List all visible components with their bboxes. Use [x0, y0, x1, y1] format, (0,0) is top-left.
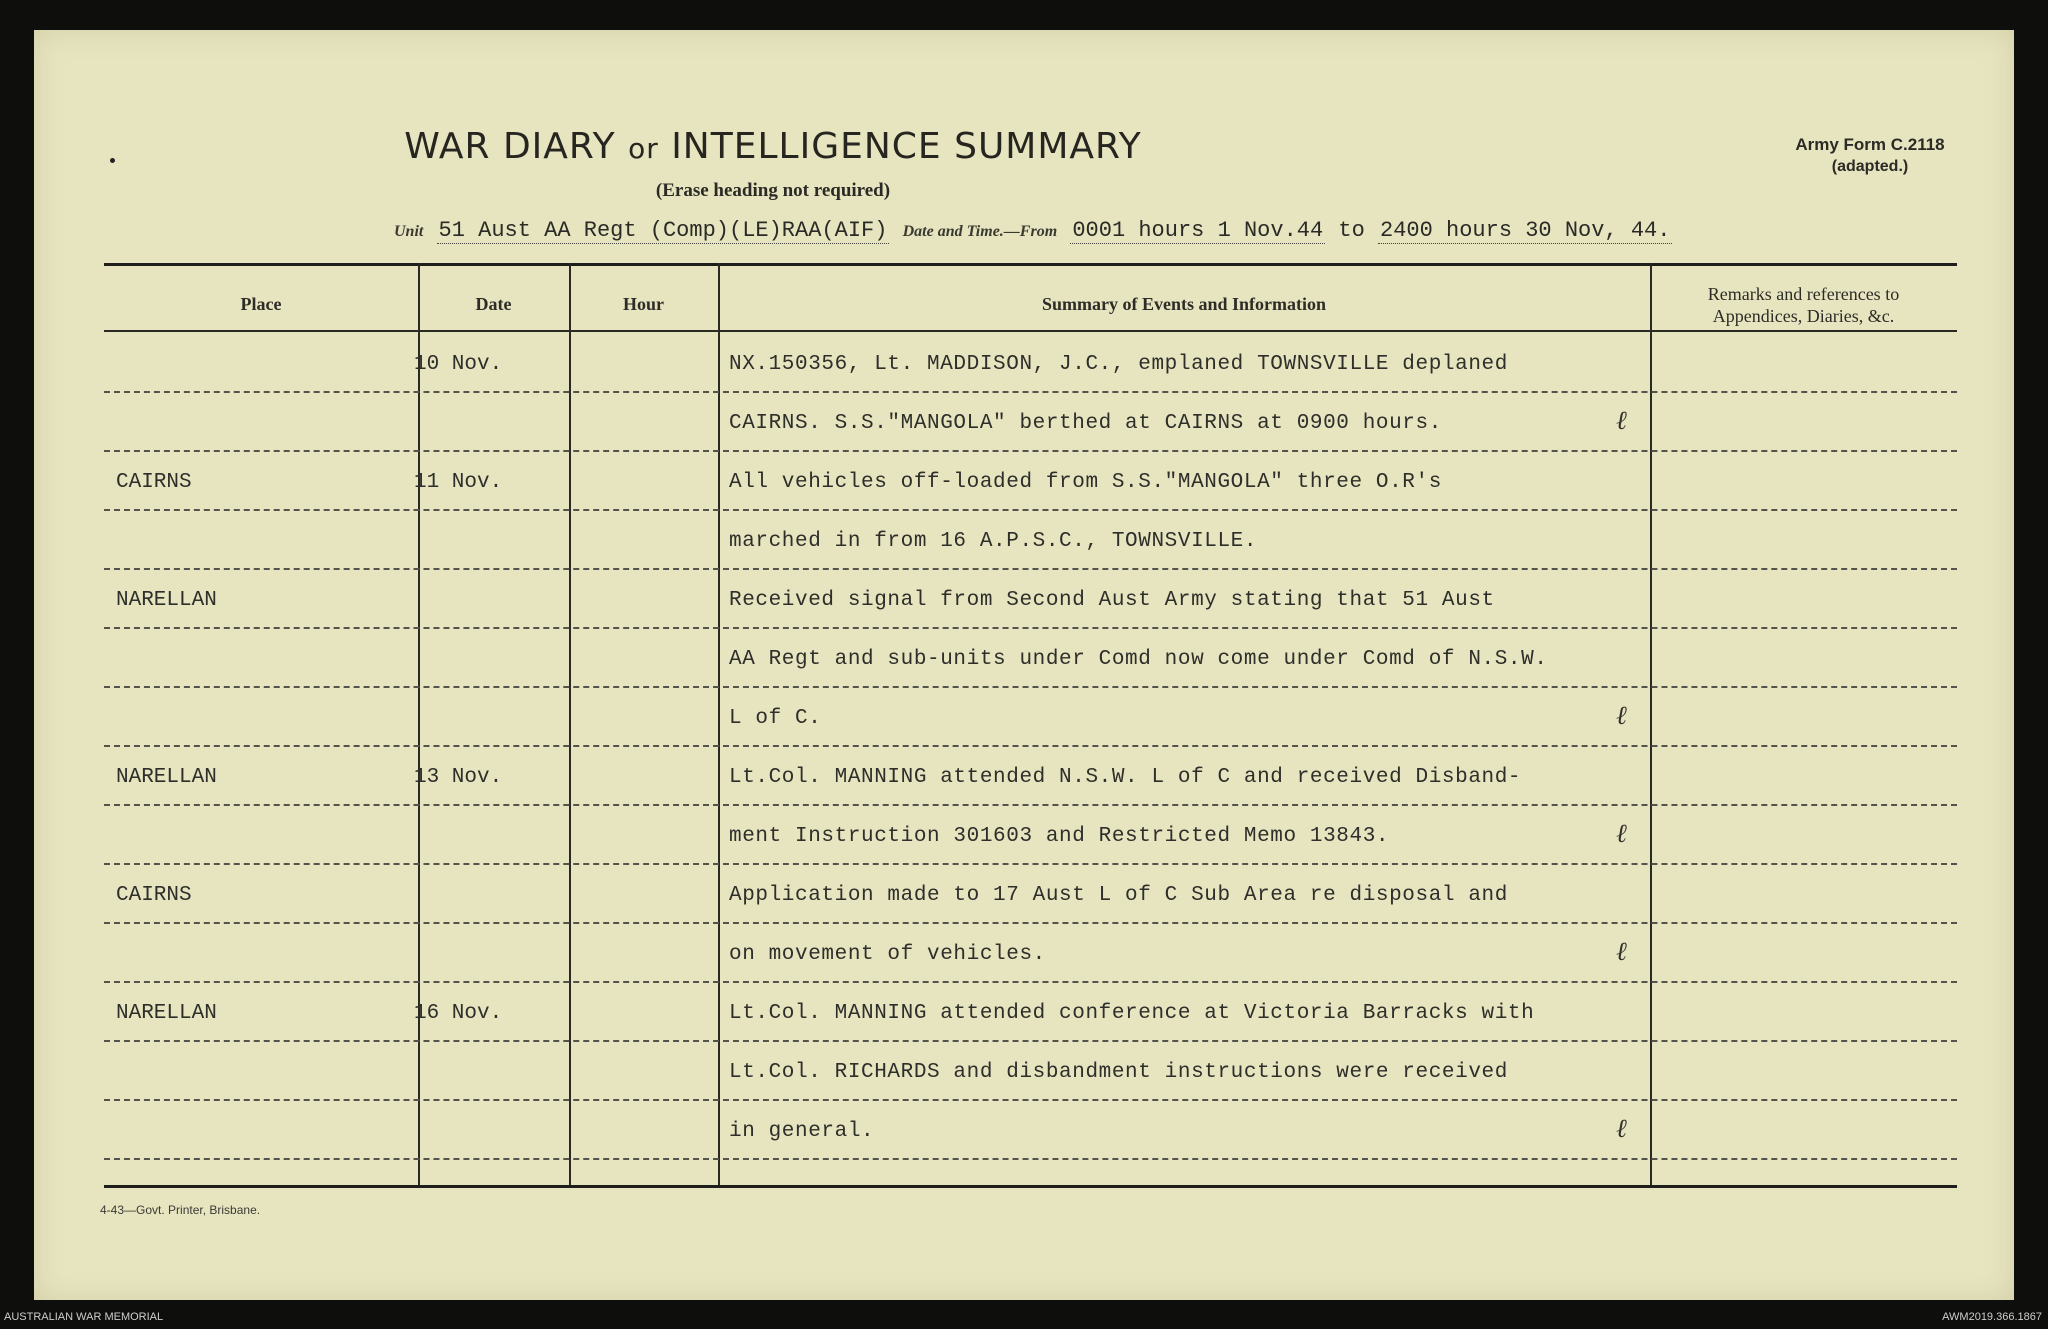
row-rule [104, 1040, 1957, 1042]
col-divider-date [569, 263, 571, 1188]
col-divider-hour [718, 263, 720, 1188]
row-summary: AA Regt and sub-units under Comd now come under Comd of N.S.W. [729, 648, 1548, 671]
header-bottom-rule [104, 330, 1957, 332]
datetime-label: Date and Time.—From [902, 223, 1058, 240]
header-remarks-line1: Remarks and references to [1707, 284, 1900, 304]
to-label: to [1338, 218, 1365, 243]
header-place: Place [240, 294, 282, 314]
row-rule [104, 391, 1957, 393]
row-summary: on movement of vehicles. [729, 943, 1046, 966]
row-summary: NX.150356, Lt. MADDISON, J.C., emplaned TOWNSVILLE deplaned [729, 353, 1508, 376]
col-divider-place [418, 263, 420, 1188]
unit-line [394, 218, 1854, 243]
row-place: NARELLAN [116, 766, 217, 789]
row-rule [104, 863, 1957, 865]
row-summary: Lt.Col. MANNING attended conference at Victoria Barracks with [729, 1002, 1535, 1025]
row-initial-mark: ℓ [1616, 701, 1627, 731]
footer-right: AWM2019.366.1867 [1942, 1311, 2042, 1323]
row-summary: Lt.Col. RICHARDS and disbandment instructions were received [729, 1061, 1508, 1084]
form-title [34, 126, 1512, 167]
row-rule [104, 804, 1957, 806]
row-rule [104, 450, 1957, 452]
row-rule [104, 627, 1957, 629]
row-summary: in general. [729, 1120, 875, 1143]
row-rule [104, 1099, 1957, 1101]
header-remarks [1650, 283, 1957, 327]
row-summary: Received signal from Second Aust Army stating that 51 Aust [729, 589, 1495, 612]
row-date: 11 Nov. [414, 471, 503, 494]
unit-label: Unit [394, 223, 424, 240]
row-summary: ment Instruction 301603 and Restricted Memo 13843. [729, 825, 1390, 848]
header-remarks-line2: Appendices, Diaries, &c. [1712, 306, 1895, 326]
header-summary: Summary of Events and Information [1041, 294, 1327, 314]
adapted-note: (adapted.) [1831, 158, 1909, 175]
printer-note: 4-43—Govt. Printer, Brisbane. [100, 1203, 261, 1217]
row-date: 16 Nov. [414, 1002, 503, 1025]
army-form-number [1760, 134, 1980, 178]
unit-value: 51 Aust AA Regt (Comp)(LE)RAA(AIF) [438, 218, 888, 243]
row-place: NARELLAN [116, 1002, 217, 1025]
title-intelligence-summary: INTELLIGENCE SUMMARY [671, 126, 1142, 167]
row-summary: CAIRNS. S.S."MANGOLA" berthed at CAIRNS at 0900 hours. [729, 412, 1442, 435]
row-rule [104, 568, 1957, 570]
row-initial-mark: ℓ [1616, 406, 1627, 436]
row-rule [104, 1158, 1957, 1160]
row-summary: Lt.Col. MANNING attended N.S.W. L of C and received Disband- [729, 766, 1522, 789]
row-initial-mark: ℓ [1616, 1114, 1627, 1144]
row-place: NARELLAN [116, 589, 217, 612]
row-summary: marched in from 16 A.P.S.C., TOWNSVILLE. [729, 530, 1258, 553]
col-divider-summary [1650, 263, 1652, 1188]
table-top-rule [104, 263, 1957, 266]
row-date: 13 Nov. [414, 766, 503, 789]
row-rule [104, 981, 1957, 983]
header-hour: Hour [622, 294, 664, 314]
row-date: 10 Nov. [414, 353, 503, 376]
war-diary-sheet [34, 30, 2014, 1300]
footer-left: AUSTRALIAN WAR MEMORIAL [4, 1311, 164, 1323]
form-subtitle: (Erase heading not required) [655, 180, 891, 201]
row-initial-mark: ℓ [1616, 819, 1627, 849]
row-rule [104, 922, 1957, 924]
row-summary: L of C. [729, 707, 822, 730]
row-place: CAIRNS [116, 884, 192, 907]
row-initial-mark: ℓ [1616, 937, 1627, 967]
to-value: 2400 hours 30 Nov, 44. [1380, 218, 1671, 243]
title-war-diary: WAR DIARY [404, 126, 616, 167]
row-rule [104, 509, 1957, 511]
row-place: CAIRNS [116, 471, 192, 494]
row-rule [104, 745, 1957, 747]
title-or: or [628, 132, 659, 165]
table-bottom-rule [104, 1185, 1957, 1188]
header-date: Date [475, 294, 512, 314]
diary-table [104, 263, 1957, 1188]
army-form-label: Army Form C.2118 [1795, 135, 1945, 154]
from-value: 0001 hours 1 Nov.44 [1072, 218, 1324, 243]
row-rule [104, 686, 1957, 688]
row-summary: Application made to 17 Aust L of C Sub Area re disposal and [729, 884, 1508, 907]
row-summary: All vehicles off-loaded from S.S."MANGOLA" three O.R's [729, 471, 1442, 494]
